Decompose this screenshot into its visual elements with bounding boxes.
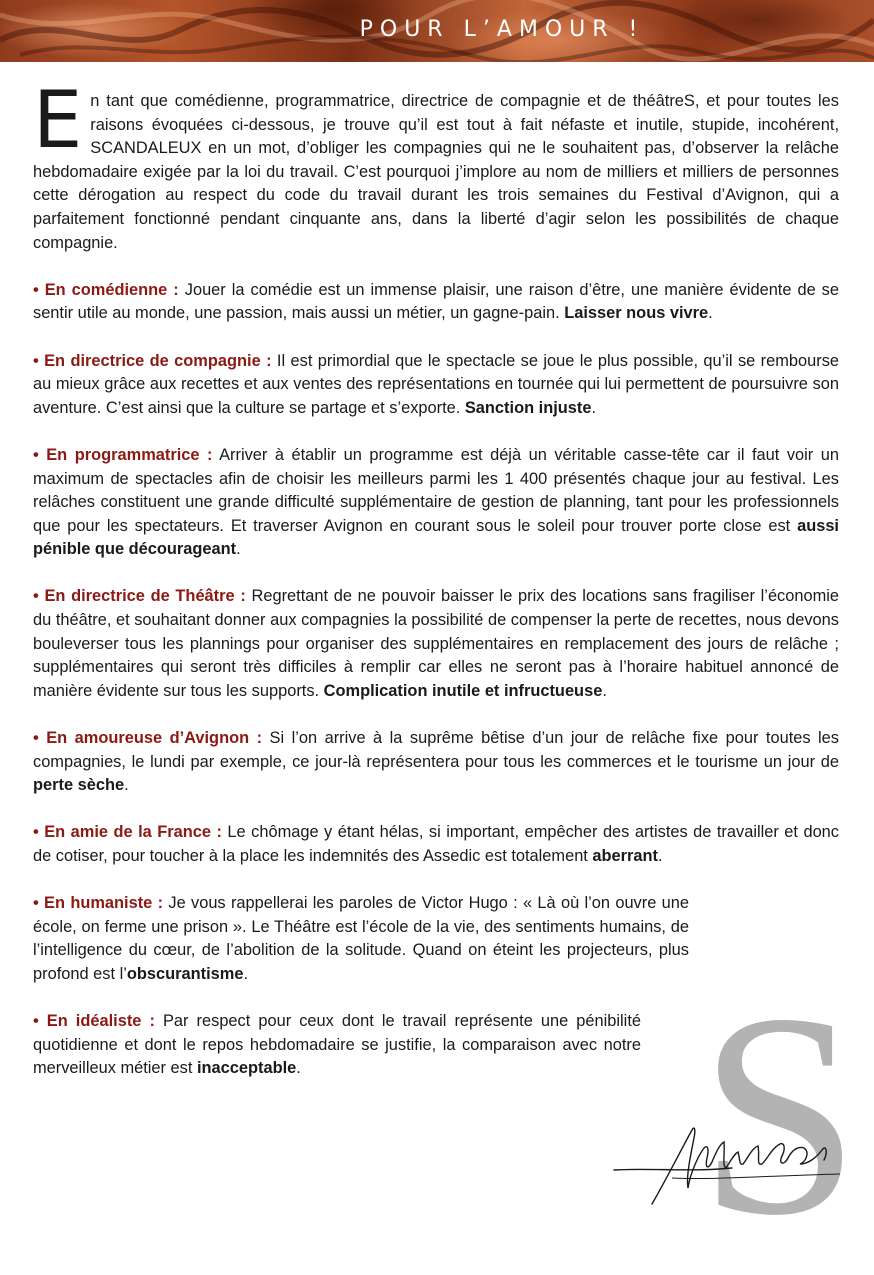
section-directrice-theatre: [33, 585, 839, 703]
section-punct: .: [243, 964, 249, 983]
section-programmatrice: [33, 444, 839, 562]
section-idealiste: [33, 1010, 641, 1081]
section-emphasis: Sanction injuste: [464, 398, 592, 417]
section-punct: .: [602, 681, 607, 700]
section-lead: • En idéaliste :: [33, 1012, 155, 1031]
article-body: [33, 76, 840, 1105]
section-punct: .: [124, 776, 129, 795]
drop-cap: E: [33, 76, 83, 166]
section-punct: .: [296, 1059, 301, 1078]
section-emphasis: obscurantisme: [126, 964, 244, 983]
section-emphasis: aberrant: [592, 847, 659, 865]
section-lead: • En comédienne :: [33, 280, 179, 299]
page-title: POUR L’AMOUR !: [359, 17, 645, 42]
section-lead: • En humaniste :: [33, 894, 164, 913]
section-amoureuse-avignon: [33, 727, 839, 798]
section-lead: • En amoureuse d’Avignon :: [33, 729, 263, 748]
section-text: Regrettant de ne pouvoir baisser le prix des locations sans fragiliser l’économie du théâtre, et souhaitant donner aux compagnies la possibilité de compenser la perte de recettes, nous devons bouleverser tous les plannings pour organiser des supplémentaires en remplacement des jours de relâche ; supplémentaires qui seront très difficiles à remplir car elles ne seront pas à l’horaire habituel annoncé de manière évidente sur tous les supports.: [33, 587, 840, 700]
section-emphasis: Laisser nous vivre: [564, 304, 709, 323]
section-emphasis: aussi pénible que décourageant: [33, 516, 839, 559]
section-lead: • En amie de la France :: [33, 823, 222, 842]
section-emphasis: inacceptable: [196, 1059, 297, 1078]
intro-paragraph: [33, 76, 839, 255]
intro-text: n tant que comédienne, programmatrice, directrice de compagnie et de théâtreS, et pour toutes les raisons évoquées ci-dessous, je trouve qu’il est tout à fait néfaste et inutile, stupide, incohérent, SCANDALEUX en un mot, d’obliger les compagnies qui ne le souhaitent pas, d’observer la relâche hebdomadaire exigée par la loi du travail. C’est pourquoi j’implore au nom de milliers et milliers de personnes cette dérogation au respect du code du travail durant les trois semaines du Festival d’Avignon, qui a parfaitement fonctionné pendant cinquante ans, dans la liberté d’agir selon les possibilités de chaque compagnie.: [33, 92, 839, 252]
section-humaniste: [33, 892, 689, 986]
section-text: Jouer la comédie est un immense plaisir, une raison d’être, une manière évidente de se sentir utile au monde, une passion, mais aussi un métier, un gagne-pain.: [33, 280, 839, 323]
section-text: Si l’on arrive à la suprême bêtise d’un jour de relâche fixe pour toutes les compagnies, le lundi par exemple, ce jour-là représentera pour tous les commerces et le tourisme un jour de: [33, 729, 839, 771]
section-lead: • En programmatrice :: [33, 445, 213, 464]
section-emphasis: Complication inutile et infructueuse: [323, 681, 603, 700]
signature: [612, 1118, 842, 1208]
section-text: Le chômage y étant hélas, si important, empêcher des artistes de travailler et donc de cotiser, pour toucher à la place les indemnités des Assedic est totalement: [33, 823, 839, 865]
section-punct: .: [708, 304, 713, 323]
section-comedienne: [33, 279, 839, 326]
decorative-initial: S: [698, 954, 860, 1275]
section-amie-france: [33, 821, 839, 868]
section-punct: .: [658, 847, 663, 865]
section-emphasis: perte sèche: [33, 776, 125, 795]
section-text: Par respect pour ceux dont le travail représente une pénibilité quotidienne et dont le repos hebdomadaire se justifie, la comparaison avec notre merveilleux métier est: [33, 1012, 641, 1078]
section-lead: • En directrice de Théâtre :: [33, 587, 246, 606]
section-text: Arriver à établir un programme est déjà un véritable casse-tête car il faut voir un maximum de spectacles afin de choisir les meilleurs parmi les 1 400 présentés chaque jour au festival. Les relâches constituent une grande difficulté supplémentaire de gestion de planning, tant pour les professionnels que pour les spectateurs. Et traverser Avignon en courant sous le soleil pour trouver porte close est: [33, 445, 839, 535]
header-banner: [0, 0, 874, 62]
section-directrice-compagnie: [33, 350, 839, 421]
section-punct: .: [591, 398, 597, 417]
section-text: Il est primordial que le spectacle se joue le plus possible, qu’il se rembourse au mieux grâce aux recettes et aux ventes des représentations en tournée qui lui permettent de poursuivre son aventure. C’est ainsi que la culture se partage et s’exporte.: [33, 351, 840, 417]
section-text: Je vous rappellerai les paroles de Victor Hugo : « Là où l’on ouvre une école, on ferme une prison ». Le Théâtre est l’école de la vie, des sentiments humains, de l’intelligence du cœur, de l’abolition de la solitude. Quand on éteint les projecteurs, plus profond est l’: [33, 894, 689, 983]
section-lead: • En directrice de compagnie :: [33, 351, 272, 370]
section-punct: .: [236, 540, 241, 559]
